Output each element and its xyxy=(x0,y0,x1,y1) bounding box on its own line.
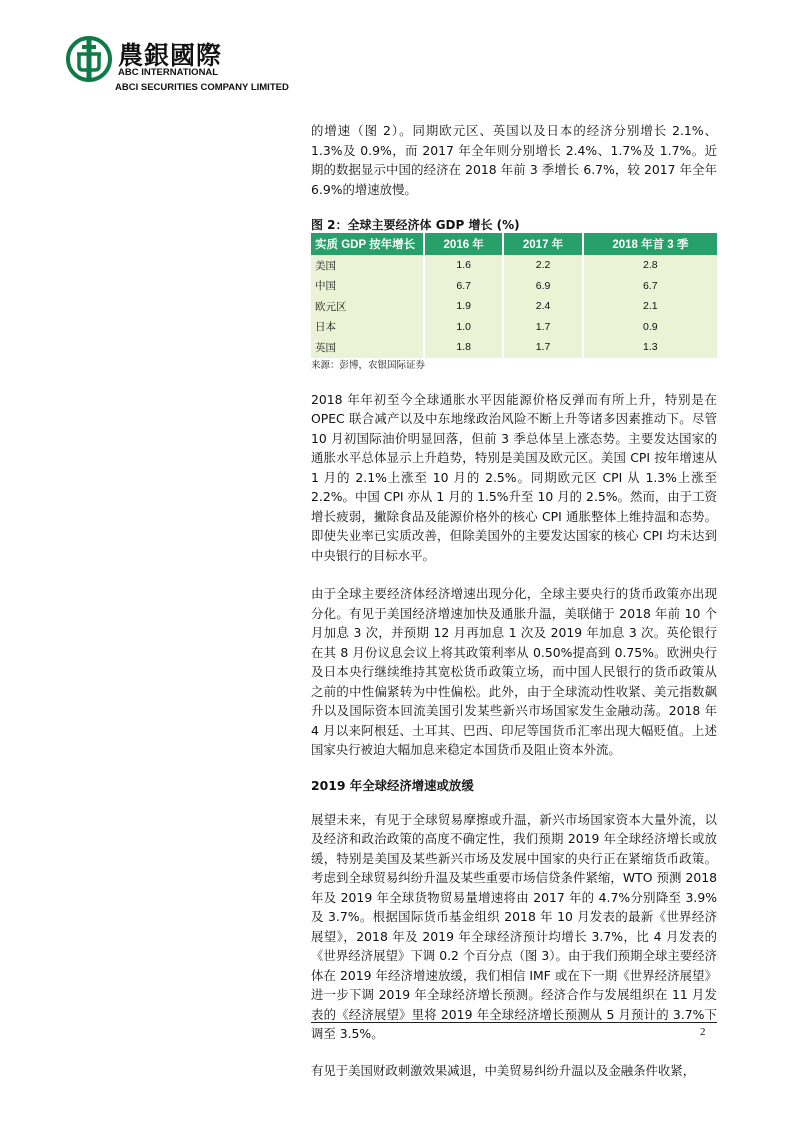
cell-value: 1.3 xyxy=(583,337,717,358)
brand-name-chinese: 農銀國際 xyxy=(118,41,223,70)
cell-value: 2.1 xyxy=(583,296,717,317)
paragraph-inflation: 2018 年年初至今全球通胀水平因能源价格反弹而有所上升，特别是在 OPEC 联合减产以及中东地缘政治风险不断上升等诸多因素推动下。尽管 10 月初国际油价明显回落，但前 3 季总体呈上涨态势。主要发达国家的通胀水平总体显示上升趋势，特别是美国及欧元区。美国 CPI 按年增速从 1 月的 2.1%上涨至 10 月的 2.5%。同期欧元区 CPI 从 1.3%上涨至 2.2%。中国 CPI 亦从 1 月的 1.5%升至 10 月的 2.5%。然而，由于工资增长疲弱，撇除食品及能源价格外的核心 CPI 通胀整体上维持温和态势。即使失业率已实质改善，但除美国外的主要发达国家的核心 CPI 均未达到中央银行的目标水平。 xyxy=(311,391,717,563)
figure-source: 来源：彭博，农银国际证券 xyxy=(311,359,426,371)
paragraph-gdp-growth: 的增速（图 2）。同期欧元区、英国以及日本的经济分别增长 2.1%、1.3%及 0.9%，而 2017 年全年则分别增长 2.4%、1.7%及 1.7%。近期的数据显示中国的经济在 2018 年前 3 季增长 6.7%，较 2017 年全年 6.9%的增速放慢。 xyxy=(311,123,717,197)
row-label: 日本 xyxy=(311,317,424,338)
section-heading: 2019 年全球经济增速或放缓 xyxy=(311,777,474,793)
table-row xyxy=(311,317,717,338)
brand-name-english: ABC INTERNATIONAL xyxy=(118,67,219,78)
row-label: 欧元区 xyxy=(311,296,424,317)
cell-value: 1.0 xyxy=(424,317,503,338)
cell-value: 2.8 xyxy=(583,255,717,276)
page-number: 2 xyxy=(700,1026,706,1038)
cell-value: 1.7 xyxy=(503,317,582,338)
footer-divider xyxy=(311,1022,717,1023)
table-row xyxy=(311,296,717,317)
row-label: 中国 xyxy=(311,276,424,297)
row-label: 英国 xyxy=(311,337,424,358)
cell-value: 6.7 xyxy=(424,276,503,297)
cell-value: 1.8 xyxy=(424,337,503,358)
header-metric: 实质 GDP 按年增长 xyxy=(311,233,424,255)
page-header xyxy=(66,36,326,96)
abc-bank-logo-icon xyxy=(66,36,112,82)
cell-value: 6.7 xyxy=(583,276,717,297)
cell-value: 1.9 xyxy=(424,296,503,317)
main-content xyxy=(311,121,717,1080)
cell-value: 2.2 xyxy=(503,255,582,276)
cell-value: 6.9 xyxy=(503,276,582,297)
paragraph-outlook: 展望未来，有见于全球贸易摩擦或升温，新兴市场国家资本大量外流，以及经济和政治政策的高度不确定性，我们预期 2019 年全球经济增长或放缓，特别是美国及某些新兴市场及发展中国家的央行正在紧缩货币政策。考虑到全球贸易纠纷升温及某些重要市场信贷条件紧缩，WTO 预测 2018 年及 2019 年全球货物贸易量增速将由 2017 年的 4.7%分别降至 3.9%及 3.7%。根据国际货币基金组织 2018 年 10 月发表的最新《世界经济展望》，2018 年及 2019 年全球经济预计均增长 3.7%，比 4 月发表的《世界经济展望》下调 0.2 个百分点（图 3）。由于我们预期全球主要经济体在 2019 年经济增速放缓，我们相信 IMF 或在下一期《世界经济展望》进一步下调 2019 年全球经济增长预测。经济合作与发展组织在 11 月发表的《经济展望》里将 2019 年全球经济增长预测从 5 月预计的 3.7%下调至 3.5%。 xyxy=(311,811,717,1041)
header-2016: 2016 年 xyxy=(424,233,503,255)
header-2018-q1-q3: 2018 年首 3 季 xyxy=(583,233,717,255)
company-name-english: ABCI SECURITIES COMPANY LIMITED xyxy=(115,82,289,93)
figure-title: 图 2：全球主要经济体 GDP 增长 (%) xyxy=(311,218,520,232)
cell-value: 1.7 xyxy=(503,337,582,358)
cell-value: 2.4 xyxy=(503,296,582,317)
gdp-growth-table xyxy=(311,233,717,358)
paragraph-monetary-policy: 由于全球主要经济体经济增速出现分化，全球主要央行的货币政策亦出现分化。有见于美国经济增速加快及通胀升温，美联储于 2018 年前 10 个月加息 3 次，并预期 12 月再加息 1 次及 2019 年加息 3 次。英伦银行在其 8 月份议息会议上将其政策利率从 0.50%提高到 0.75%。欧洲央行及日本央行继续维持其宽松货币政策立场，而中国人民银行的货币政策从之前的中性偏紧转为中性偏松。此外，由于全球流动性收紧、美元指数飙升以及国际资本回流美国引发某些新兴市场国家发生金融动荡。2018 年 4 月以来阿根廷、土耳其、巴西、印尼等国货币汇率出现大幅贬值。上述国家央行被迫大幅加息来稳定本国货币及阻止资本外流。 xyxy=(311,586,717,757)
table-row xyxy=(311,255,717,276)
header-2017: 2017 年 xyxy=(503,233,582,255)
table-row xyxy=(311,337,717,358)
row-label: 美国 xyxy=(311,255,424,276)
table-row xyxy=(311,276,717,297)
cell-value: 0.9 xyxy=(583,317,717,338)
table-header-row xyxy=(311,233,717,255)
paragraph-continued: 有见于美国财政刺激效果减退，中美贸易纠纷升温以及金融条件收紧， xyxy=(311,1062,696,1078)
cell-value: 1.6 xyxy=(424,255,503,276)
